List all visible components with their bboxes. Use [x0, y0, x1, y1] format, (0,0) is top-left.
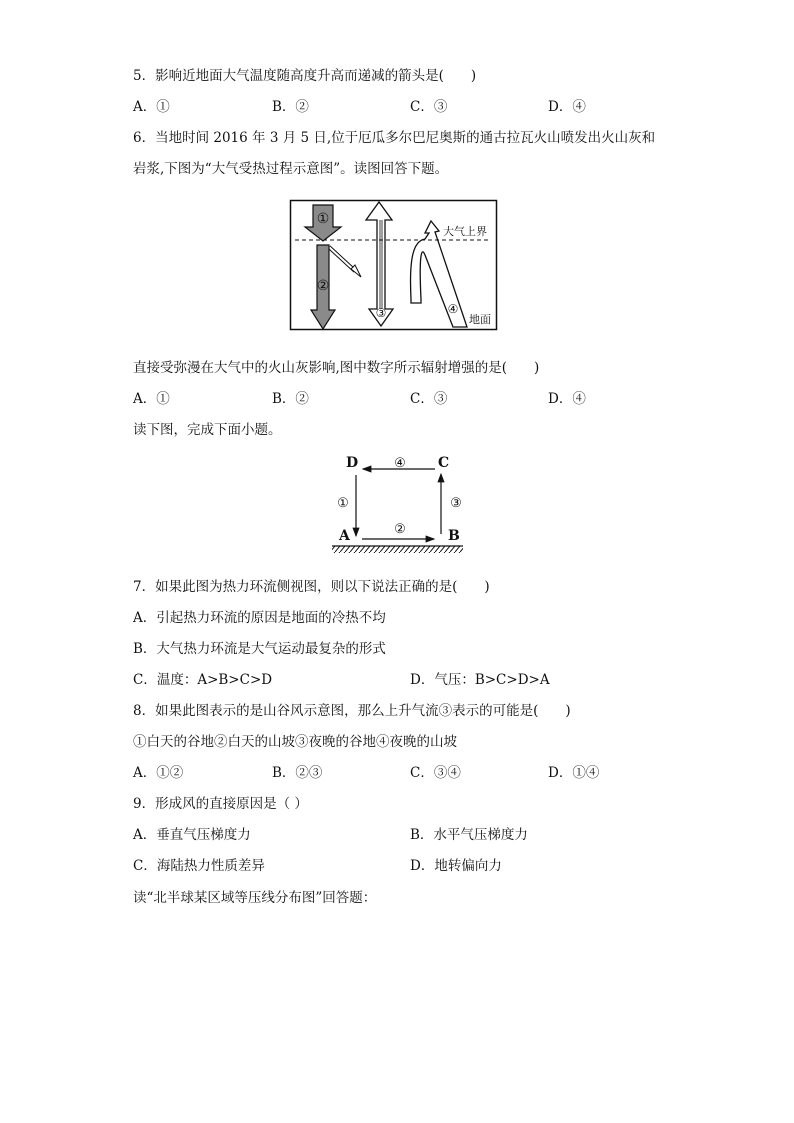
q7-option-a: A．引起热力环流的原因是地面的冷热不均: [133, 610, 386, 626]
label-4: ④: [447, 302, 459, 316]
label-ground: 地面: [469, 313, 491, 326]
q6-stem-line1: 6．当地时间 2016 年 3 月 5 日,位于厄瓜多尔巴尼奥斯的通古拉瓦火山喷发出火山灰和: [133, 130, 656, 146]
label-3: ③: [375, 306, 387, 320]
q6-option-c: C．③: [410, 391, 448, 407]
atmosphere-heating-figure: [289, 199, 499, 332]
arrow-label-3: ③: [450, 496, 462, 511]
q5-option-b: B．②: [272, 99, 309, 115]
q6-stem-line2: 岩浆,下图为“大气受热过程示意图”。读图回答下题。: [133, 161, 449, 177]
q6-question: 直接受弥漫在大气中的火山灰影响,图中数字所示辐射增强的是( ): [133, 360, 540, 376]
isobar-figure-intro: 读“北半球某区域等压线分布图”回答题：: [133, 890, 377, 906]
label-2: ②: [316, 278, 330, 294]
q5-stem: 5．影响近地面大气温度随高度升高而递减的箭头是( ): [133, 68, 477, 84]
q9-option-d: D．地转偏向力: [410, 858, 502, 874]
q9-option-c: C．海陆热力性质差异: [133, 858, 265, 874]
q8-stem: 8．如果此图表示的是山谷风示意图，那么上升气流③表示的可能是( ): [133, 703, 571, 719]
arrow-label-2: ②: [394, 522, 406, 537]
q9-option-b: B．水平气压梯度力: [410, 827, 528, 843]
arrow-label-4: ④: [394, 456, 406, 471]
corner-D: D: [346, 455, 359, 471]
q7-option-c: C．温度：A>B>C>D: [133, 672, 273, 688]
label-1: ①: [316, 211, 330, 227]
q5-option-c: C．③: [410, 99, 448, 115]
read-figure-intro: 读下图，完成下面小题。: [133, 422, 282, 438]
corner-A: A: [339, 528, 350, 544]
corner-B: B: [448, 528, 460, 544]
q8-option-a: A．①②: [133, 765, 184, 781]
q5-option-a: A．①: [133, 99, 170, 115]
corner-C: C: [438, 455, 450, 471]
q5-option-d: D．④: [548, 99, 586, 115]
q8-option-d: D．①④: [548, 765, 600, 781]
thermal-circulation-figure: [330, 450, 470, 560]
q8-option-c: C．③④: [410, 765, 461, 781]
q6-option-b: B．②: [272, 391, 309, 407]
label-atmosphere-top: 大气上界: [443, 225, 487, 238]
q9-stem: 9．形成风的直接原因是（ ）: [133, 796, 308, 812]
q6-option-d: D．④: [548, 391, 586, 407]
q6-option-a: A．①: [133, 391, 170, 407]
q9-option-a: A．垂直气压梯度力: [133, 827, 251, 843]
q8-option-b: B．②③: [272, 765, 323, 781]
q7-option-d: D．气压：B>C>D>A: [410, 672, 550, 688]
q7-option-b: B．大气热力环流是大气运动最复杂的形式: [133, 641, 386, 657]
q8-choices: ①白天的谷地②白天的山坡③夜晚的谷地④夜晚的山坡: [133, 734, 457, 750]
arrow-label-1: ①: [337, 496, 349, 511]
q7-stem: 7．如果此图为热力环流侧视图，则以下说法正确的是( ): [133, 579, 490, 595]
